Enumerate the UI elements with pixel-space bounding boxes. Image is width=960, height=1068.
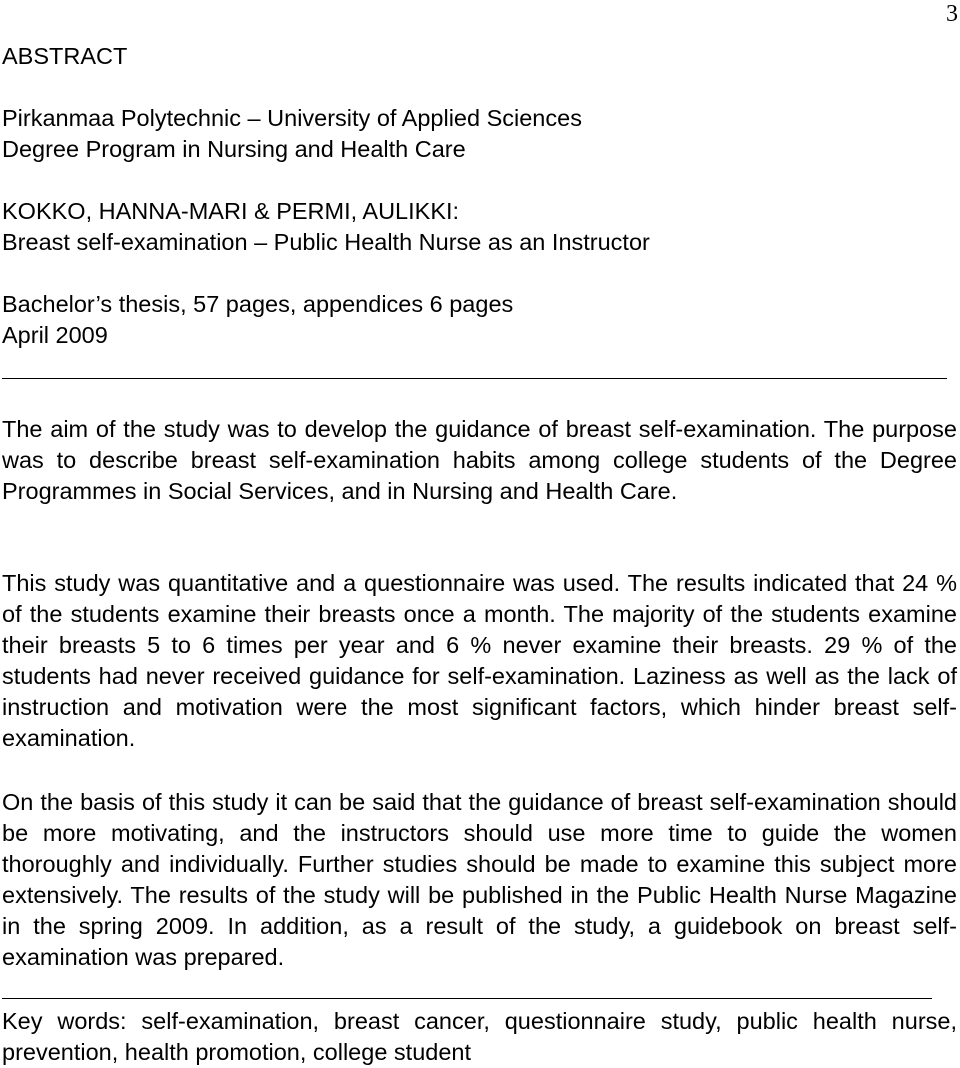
institution-name: Pirkanmaa Polytechnic – University of Applied Sciences	[2, 105, 582, 131]
thesis-date: April 2009	[2, 322, 108, 348]
thesis-extent: Bachelor’s thesis, 57 pages, appendices 6 pages	[2, 291, 514, 317]
separator-line	[2, 998, 932, 999]
keywords: Key words: self-examination, breast cancer, questionnaire study, public health nurse, prevention, health promotion, college student	[2, 1008, 957, 1065]
separator-line	[2, 378, 947, 379]
page-number: 3	[946, 1, 958, 27]
abstract-paragraph-aim: The aim of the study was to develop the guidance of breast self-examination. The purpose was to describe breast self-examination habits among college students of the Degree Programmes in Social Services, and in Nursing and Health Care.	[2, 416, 957, 504]
abstract-heading: ABSTRACT	[2, 43, 128, 69]
thesis-authors: KOKKO, HANNA-MARI & PERMI, AULIKKI:	[2, 198, 460, 224]
abstract-paragraph-results: This study was quantitative and a questionnaire was used. The results indicated that 24 % of the students examine their breasts once a month. The majority of the students examine their breasts 5 to 6 times per year and 6 % never examine their breasts. 29 % of the students had never received guidance for self-examination. Laziness as well as the lack of instruction and motivation were the most significant factors, which hinder breast self-examination.	[2, 570, 957, 751]
degree-program: Degree Program in Nursing and Health Care	[2, 136, 466, 162]
abstract-paragraph-conclusions: On the basis of this study it can be said that the guidance of breast self-examination should be more motivating, and the instructors should use more time to guide the women thoroughly and individually. Further studies should be made to examine this subject more extensively. The results of the study will be published in the Public Health Nurse Magazine in the spring 2009. In addition, as a result of the study, a guidebook on breast self-examination was prepared.	[2, 789, 957, 970]
thesis-title: Breast self-examination – Public Health Nurse as an Instructor	[2, 229, 650, 255]
